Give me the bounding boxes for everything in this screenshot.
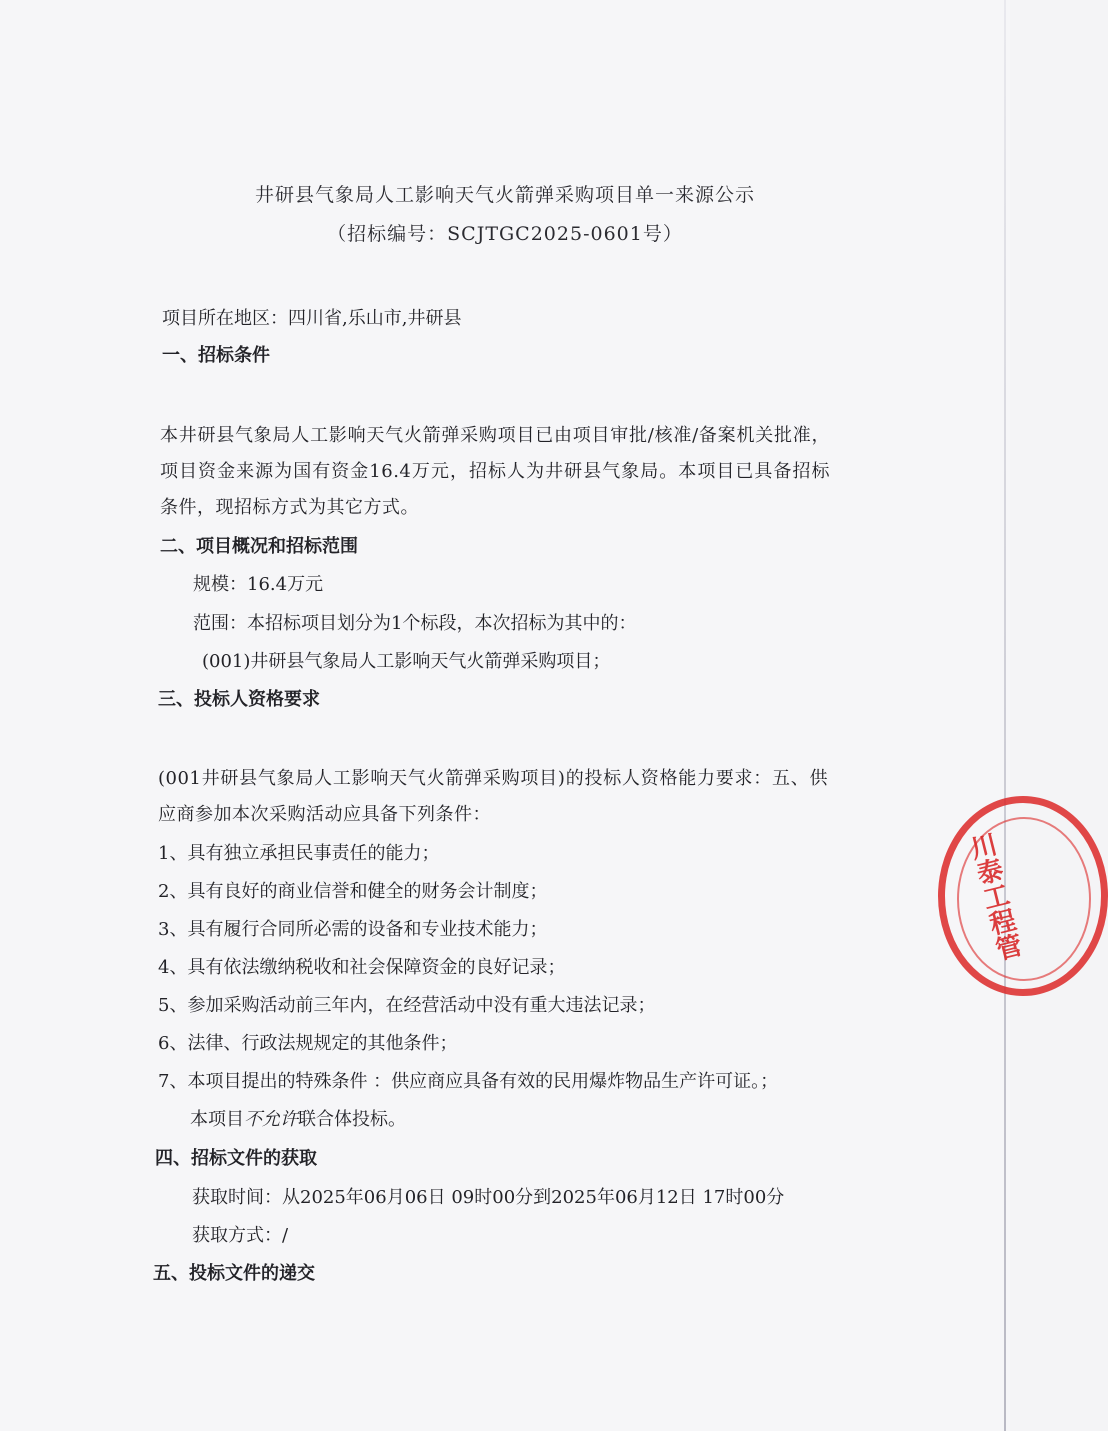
requirement-item: 2、具有良好的商业信誉和健全的财务会计制度； xyxy=(158,881,548,902)
section4-heading: 四、招标文件的获取 xyxy=(155,1148,317,1169)
requirement-item: 7、本项目提出的特殊条件 ：供应商应具备有效的民用爆炸物品生产许可证。； xyxy=(158,1071,779,1092)
section3-heading: 三、投标人资格要求 xyxy=(158,689,320,710)
section5-heading: 五、投标文件的递交 xyxy=(153,1263,315,1284)
section2-scale: 规模：16.4万元 xyxy=(193,574,324,595)
section2-heading: 二、项目概况和招标范围 xyxy=(160,536,358,557)
requirement-item: 5、参加采购活动前三年内，在经营活动中没有重大违法记录； xyxy=(158,995,656,1016)
requirement-item: 3、具有履行合同所必需的设备和专业技术能力； xyxy=(158,919,548,940)
consortium-line xyxy=(190,1108,406,1132)
requirement-item: 4、具有依法缴纳税收和社会保障资金的良好记录； xyxy=(158,957,566,978)
consortium-emphasis: 不允许 xyxy=(244,1109,298,1130)
section1-paragraph: 本井研县气象局人工影响天气火箭弹采购项目已由项目审批/核准/备案机关批准，项目资金来源为国有资金16.4万元，招标人为井研县气象局。本项目已具备招标条件，现招标方式为其它方式。 xyxy=(160,425,830,518)
requirement-item: 1、具有独立承担民事责任的能力； xyxy=(158,843,440,864)
requirement-item: 6、法律、行政法规规定的其他条件； xyxy=(158,1033,458,1054)
consortium-prefix: 本项目 xyxy=(190,1109,244,1130)
consortium-suffix: 联合体投标。 xyxy=(298,1109,406,1130)
section4-time: 获取时间：从2025年06月06日 09时00分到2025年06月12日 17时00分 xyxy=(192,1187,785,1208)
official-seal xyxy=(938,796,1108,996)
document-title: 井研县气象局人工影响天气火箭弹采购项目单一来源公示 xyxy=(254,184,755,206)
scan-edge xyxy=(1004,0,1006,1431)
section4-method: 获取方式：/ xyxy=(192,1225,289,1246)
seal-text: 川泰工程管 xyxy=(963,830,1025,964)
section1-heading: 一、招标条件 xyxy=(162,345,270,366)
location-line: 项目所在地区：四川省,乐山市,井研县 xyxy=(162,308,462,329)
section3-intro: (001井研县气象局人工影响天气火箭弹采购项目)的投标人资格能力要求：五、供应商参加本次采购活动应具备下列条件： xyxy=(158,768,828,825)
section2-lot: (001)井研县气象局人工影响天气火箭弹采购项目； xyxy=(202,651,611,672)
document-subtitle: （招标编号：SCJTGC2025-0601号） xyxy=(327,223,683,245)
section2-scope: 范围：本招标项目划分为1个标段，本次招标为其中的： xyxy=(193,613,637,634)
